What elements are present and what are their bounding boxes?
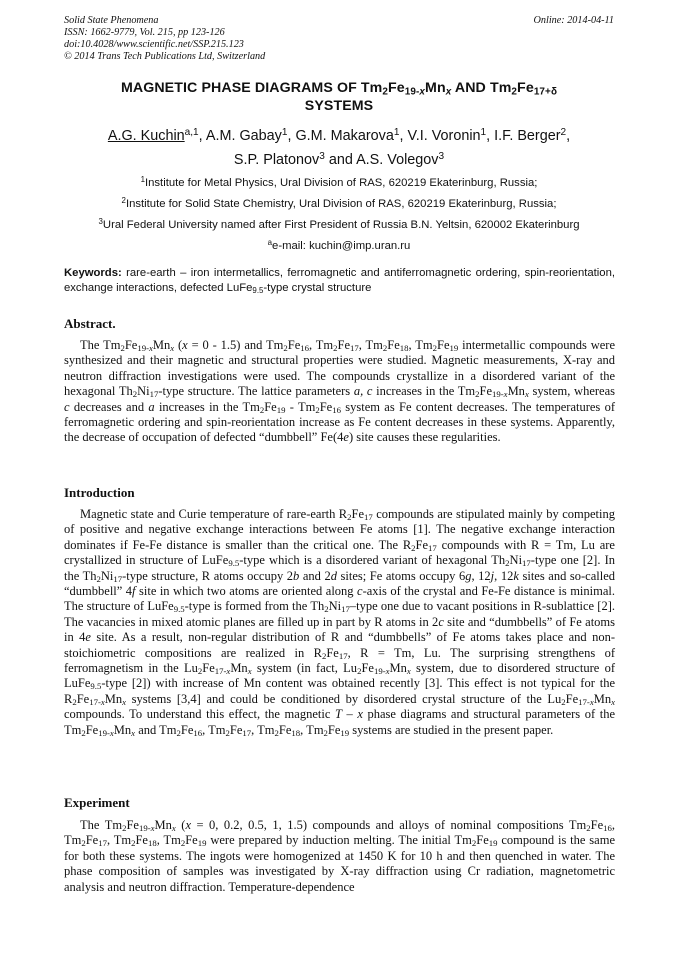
affiliation-1: $^1$Institute for Metal Physics, Ural Division of RAS, 620219 Ekaterinburg, Russia; (140, 175, 538, 189)
email: $^a$e-mail: kuchin@imp.uran.ru (267, 238, 411, 252)
author-7: A.S. Volegov (356, 152, 439, 168)
copyright-line: © 2014 Trans Tech Publications Ltd, Switzerland (64, 51, 266, 62)
introduction-text: Magnetic state and Curie temperature of rare-earth $R_2Fe_{17}$ compounds are stipulated mainly by competing of positive and negative exchange interactions between Fe atoms [1]. The negative exchange interaction dominates if Fe-Fe distance is smaller than the critical one. The $R_2Fe_{17}$ compounds with R = Tm, Lu are crystallized in structure of LuFe$_{9.5}$-type which is a disordered variant of hexagonal $Th_2Ni_{17}$-type one [2]. In the $Th_2Ni_{17}$-type structure, R atoms occupy 2b and 2d sites; Fe atoms occupy 6g, 12j, 12k sites and so-called “dumbbell” 4f site in which two atoms are oriented along c-axis of the crystal and Fe-Fe distance is minimal. The structure of LuFe$_{9.5}$-type is formed from the $Th_2Ni_{17}$–type one due to vacant positions in R-sublattice [2]. The vacancies in mixed atomic planes are filled up in part by R atoms in 2c site and “dumbbells” of Fe atoms in 4e site. As a result, non-regular distribution of R and “dumbbells” of Fe atoms takes place and non-stoichiometric compositions are realized in $R_2Fe_{17}$, R = Tm, Lu. The surprising strengthens of ferromagnetism in the $Lu_2Fe_{17-x}Mn_x$ system (in fact, $Lu_2Fe_{19-x}Mn_x$ system, due to disordered structure of LuFe$_{9.5}$-type [2]) with increase of Mn content was obtained recently [3]. This effect is not typical for the $R_2Fe_{17-x}Mn_x$ systems [3,4] and could be conditioned by disordered crystal structure of the $Lu_2Fe_{17-x}Mn_x$ compounds. To understand this effect, the magnetic T – x phase diagrams and structural parameters of the $Tm_2Fe_{19-x}Mn_x$ and $Tm_2Fe_{16}$, $Tm_2Fe_{17}$, $Tm_2Fe_{18}$, $Tm_2Fe_{19}$ systems are studied in the present paper. (64, 507, 616, 738)
author-4: V.I. Voronin (407, 128, 481, 144)
issn-line: ISSN: 1662-9779, Vol. 215, pp 123-126 (64, 27, 225, 38)
affiliation-2: $^2$Institute for Solid State Chemistry, Ural Division of RAS, 620219 Ekaterinburg, Russia; (121, 196, 557, 210)
journal-name: Solid State Phenomena (64, 15, 159, 26)
author-1: A.G. Kuchin (107, 128, 185, 144)
author-3: G.M. Makarova (295, 128, 394, 144)
experiment-text: The $Tm_2Fe_{19-x}Mn_x$ (x = 0, 0.2, 0.5, 1, 1.5) compounds and alloys of nominal compositions $Tm_2Fe_{16}$, $Tm_2Fe_{17}$, $Tm_2Fe_{18}$, $Tm_2Fe_{19}$ were prepared by induction melting. The initial $Tm_2Fe_{19}$ compound is the same for both these systems. The ingots were homogenized at 1450 K for 10 h and then quenched in water. The phase composition of samples was investigated by X-ray diffraction using Cr radiation, magnetometric analysis and neutron diffraction. Temperature-dependence (64, 818, 615, 894)
doi-line: doi:10.4028/www.scientific.net/SSP.215.123 (64, 39, 244, 50)
page-header (64, 15, 614, 63)
abstract-heading: Abstract. (64, 316, 116, 331)
introduction-heading: Introduction (64, 485, 135, 500)
author-6: S.P. Platonov (233, 152, 320, 168)
keywords: Keywords: rare-earth – iron intermetallics, ferromagnetic and antiferromagnetic ordering, spin-reorientation, exchange interactions, defected LuFe$_{9.5}$-type crystal structure (64, 267, 615, 295)
paper-title: MAGNETIC PHASE DIAGRAMS OF $Tm_2Fe_{19-x}Mn_x$ AND $Tm_2Fe_{17+\delta}$ SYSTEMS (120, 80, 558, 114)
author-list: A.G. Kuchin$^{a,1}$, A.M. Gabay$^1$, G.M. Makarova$^1$, V.I. Voronin$^1$, I.F. Berger$^2$, S.P. Platonov$^3$ and A.S. Volegov$^3$ (107, 126, 571, 168)
affiliation-3: $^3$Ural Federal University named after First President of Russia B.N. Yeltsin, 620002 Ekaterinburg (98, 217, 580, 231)
author-5: I.F. Berger (494, 128, 561, 144)
abstract-text: The $Tm_2Fe_{19-x}Mn_x$ (x = 0 - 1.5) and $Tm_2Fe_{16}$, $Tm_2Fe_{17}$, $Tm_2Fe_{18}$, $Tm_2Fe_{19}$ intermetallic compounds were synthesized and their magnetic and structural properties were studied. Magnetic measurements, X-ray and neutron diffraction investigations were used. The compounds crystallize in a disordered variant of the hexagonal $Th_2Ni_{17}$-type structure. The lattice parameters a, c increases in the $Tm_2Fe_{19-x}Mn_x$ system, whereas c decreases and a increases in the $Tm_2Fe_{19} - Tm_2Fe_{16}$ system as Fe content decreases. The temperatures of ferromagnetic ordering and spin-reorientation increase as Fe content decreases in these systems. Apparently, the decrease of occupation of defected “dumbbell” Fe(4e) site causes these regularities. (64, 338, 616, 445)
experiment-heading: Experiment (64, 795, 130, 810)
online-date: Online: 2014-04-11 (533, 15, 614, 26)
author-2: A.M. Gabay (205, 128, 282, 144)
